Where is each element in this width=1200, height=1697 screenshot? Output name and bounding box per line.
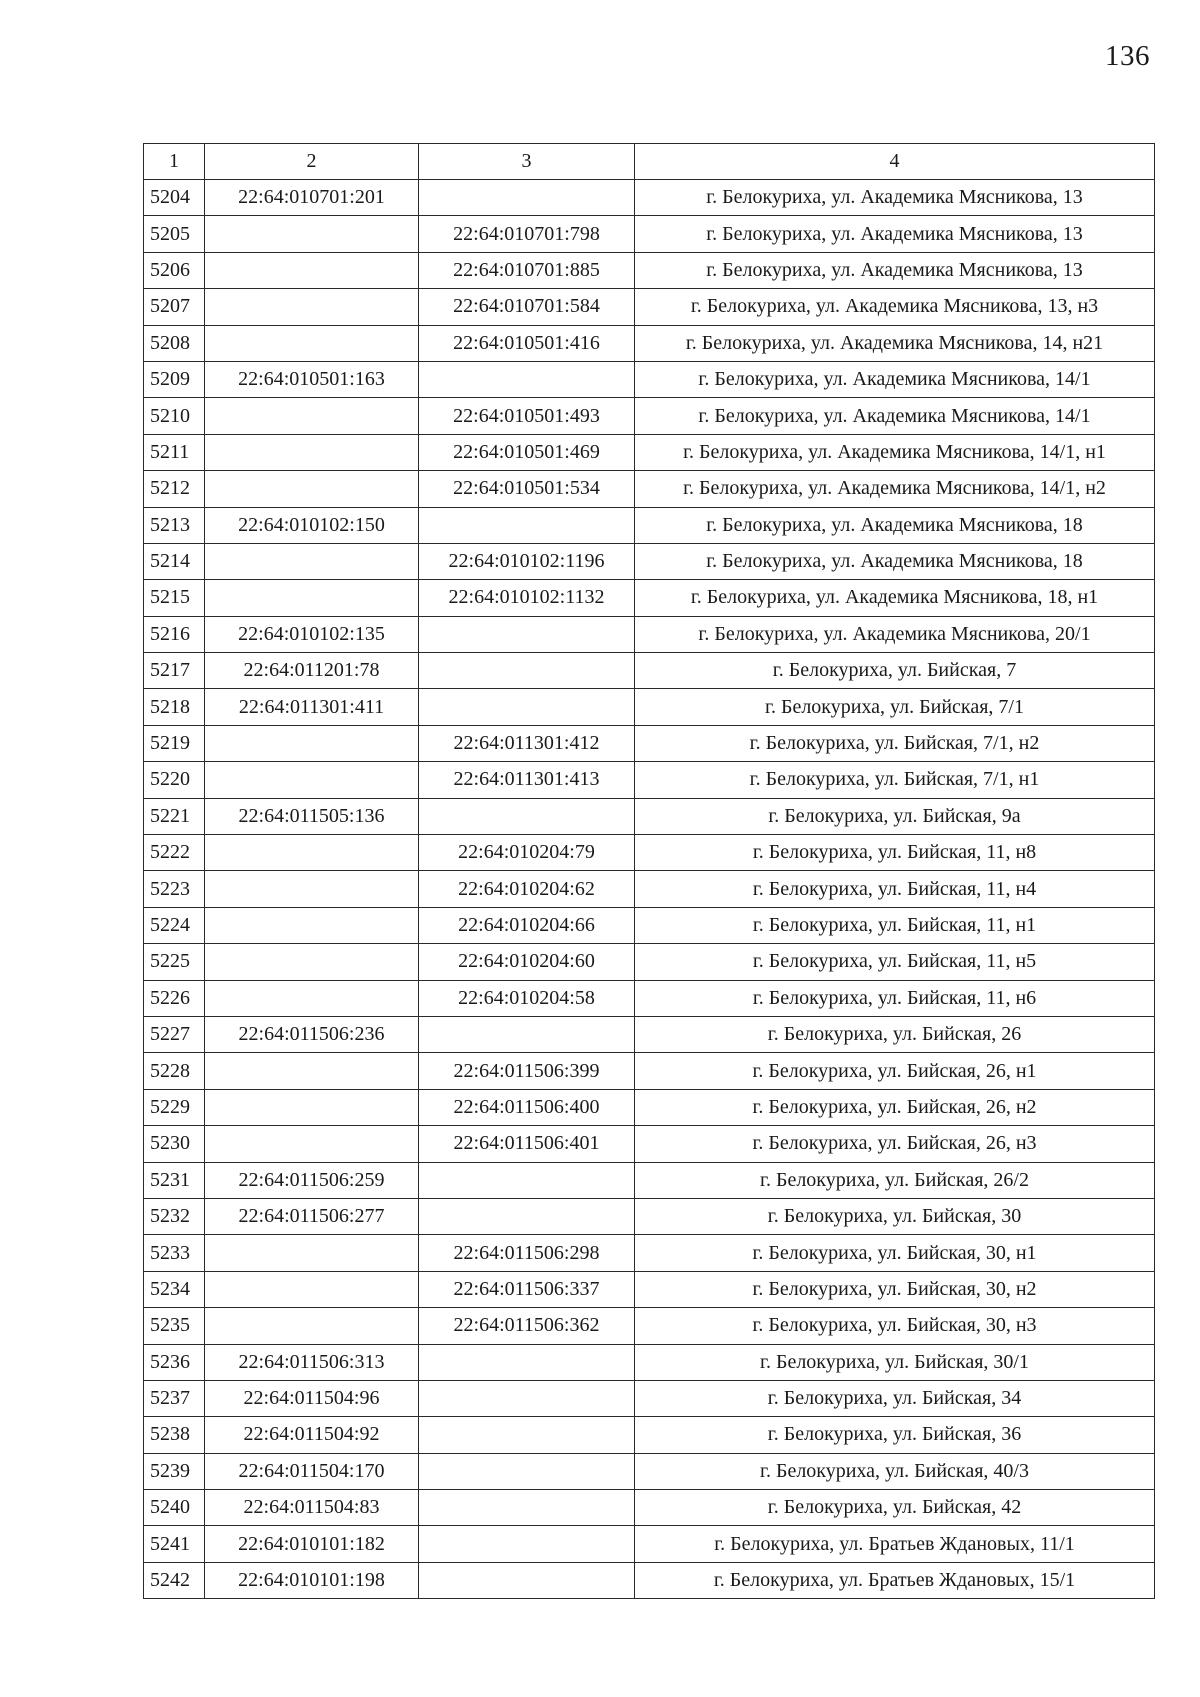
address-cell: г. Белокуриха, ул. Бийская, 11, н4 <box>635 871 1155 907</box>
table-row <box>144 1526 1155 1562</box>
sub-cadastral-number-cell: 22:64:010501:493 <box>419 398 635 434</box>
address-cell: г. Белокуриха, ул. Братьев Ждановых, 11/1 <box>635 1526 1155 1562</box>
sub-cadastral-number-cell: 22:64:010501:416 <box>419 325 635 361</box>
address-cell: г. Белокуриха, ул. Бийская, 26, н2 <box>635 1089 1155 1125</box>
sub-cadastral-number-cell: 22:64:011506:401 <box>419 1126 635 1162</box>
table-row <box>144 1344 1155 1380</box>
row-number-cell: 5229 <box>144 1089 205 1125</box>
row-number-cell: 5204 <box>144 180 205 216</box>
row-number-cell: 5236 <box>144 1344 205 1380</box>
table-row <box>144 1053 1155 1089</box>
row-number-cell: 5233 <box>144 1235 205 1271</box>
cadastral-number-cell <box>205 580 419 616</box>
table-row <box>144 1308 1155 1344</box>
table-row <box>144 1417 1155 1453</box>
sub-cadastral-number-cell <box>419 1417 635 1453</box>
table-row <box>144 980 1155 1016</box>
address-cell: г. Белокуриха, ул. Академика Мясникова, 18 <box>635 507 1155 543</box>
sub-cadastral-number-cell: 22:64:010501:469 <box>419 434 635 470</box>
sub-cadastral-number-cell <box>419 1490 635 1526</box>
sub-cadastral-number-cell <box>419 507 635 543</box>
address-cell: г. Белокуриха, ул. Бийская, 26/2 <box>635 1162 1155 1198</box>
row-number-cell: 5230 <box>144 1126 205 1162</box>
sub-cadastral-number-cell <box>419 1526 635 1562</box>
cadastral-number-cell <box>205 543 419 579</box>
address-cell: г. Белокуриха, ул. Бийская, 11, н6 <box>635 980 1155 1016</box>
cadastral-number-cell <box>205 871 419 907</box>
row-number-cell: 5219 <box>144 725 205 761</box>
cadastral-number-cell: 22:64:010501:163 <box>205 361 419 397</box>
table-row <box>144 398 1155 434</box>
row-number-cell: 5211 <box>144 434 205 470</box>
sub-cadastral-number-cell: 22:64:011506:399 <box>419 1053 635 1089</box>
cadastral-number-cell: 22:64:011505:136 <box>205 798 419 834</box>
sub-cadastral-number-cell <box>419 1453 635 1489</box>
address-cell: г. Белокуриха, ул. Бийская, 7 <box>635 653 1155 689</box>
address-cell: г. Белокуриха, ул. Бийская, 26 <box>635 1016 1155 1052</box>
column-header-1: 1 <box>144 144 205 180</box>
table-row <box>144 434 1155 470</box>
table-body <box>144 180 1155 1599</box>
table-row <box>144 871 1155 907</box>
cadastral-number-cell <box>205 762 419 798</box>
header-row <box>144 144 1155 180</box>
row-number-cell: 5238 <box>144 1417 205 1453</box>
row-number-cell: 5210 <box>144 398 205 434</box>
cadastral-number-cell <box>205 980 419 1016</box>
cadastral-number-cell: 22:64:011506:277 <box>205 1198 419 1234</box>
table-row <box>144 1198 1155 1234</box>
address-cell: г. Белокуриха, ул. Бийская, 9а <box>635 798 1155 834</box>
address-cell: г. Белокуриха, ул. Академика Мясникова, 14/1 <box>635 398 1155 434</box>
table-row <box>144 1126 1155 1162</box>
address-cell: г. Белокуриха, ул. Бийская, 30, н3 <box>635 1308 1155 1344</box>
address-cell: г. Белокуриха, ул. Бийская, 30, н1 <box>635 1235 1155 1271</box>
sub-cadastral-number-cell: 22:64:010204:79 <box>419 835 635 871</box>
sub-cadastral-number-cell <box>419 798 635 834</box>
row-number-cell: 5220 <box>144 762 205 798</box>
sub-cadastral-number-cell: 22:64:010102:1132 <box>419 580 635 616</box>
table-row <box>144 216 1155 252</box>
cadastral-number-cell: 22:64:011504:92 <box>205 1417 419 1453</box>
cadastral-number-cell <box>205 434 419 470</box>
cadastral-number-cell: 22:64:011506:236 <box>205 1016 419 1052</box>
cadastral-number-cell: 22:64:011504:170 <box>205 1453 419 1489</box>
table-row <box>144 725 1155 761</box>
sub-cadastral-number-cell: 22:64:010102:1196 <box>419 543 635 579</box>
sub-cadastral-number-cell: 22:64:011506:400 <box>419 1089 635 1125</box>
address-cell: г. Белокуриха, ул. Академика Мясникова, 13, н3 <box>635 289 1155 325</box>
cadastral-number-cell <box>205 944 419 980</box>
row-number-cell: 5225 <box>144 944 205 980</box>
table-row <box>144 1235 1155 1271</box>
cadastral-number-cell <box>205 398 419 434</box>
table-row <box>144 835 1155 871</box>
column-header-2: 2 <box>205 144 419 180</box>
table-row <box>144 798 1155 834</box>
cadastral-number-cell: 22:64:011504:83 <box>205 1490 419 1526</box>
address-cell: г. Белокуриха, ул. Бийская, 30, н2 <box>635 1271 1155 1307</box>
cadastral-number-cell: 22:64:010101:198 <box>205 1562 419 1598</box>
sub-cadastral-number-cell <box>419 1380 635 1416</box>
address-cell: г. Белокуриха, ул. Бийская, 42 <box>635 1490 1155 1526</box>
sub-cadastral-number-cell: 22:64:010701:885 <box>419 252 635 288</box>
table-row <box>144 944 1155 980</box>
row-number-cell: 5242 <box>144 1562 205 1598</box>
row-number-cell: 5206 <box>144 252 205 288</box>
page-number: 136 <box>1105 40 1150 72</box>
address-cell: г. Белокуриха, ул. Бийская, 40/3 <box>635 1453 1155 1489</box>
table-row <box>144 616 1155 652</box>
address-cell: г. Белокуриха, ул. Академика Мясникова, 14, н21 <box>635 325 1155 361</box>
table-row <box>144 543 1155 579</box>
cadastral-number-cell <box>205 471 419 507</box>
address-cell: г. Белокуриха, ул. Академика Мясникова, 20/1 <box>635 616 1155 652</box>
table-row <box>144 1380 1155 1416</box>
cadastral-number-cell <box>205 1089 419 1125</box>
address-cell: г. Белокуриха, ул. Академика Мясникова, 14/1, н2 <box>635 471 1155 507</box>
row-number-cell: 5215 <box>144 580 205 616</box>
sub-cadastral-number-cell <box>419 1198 635 1234</box>
sub-cadastral-number-cell: 22:64:010701:798 <box>419 216 635 252</box>
sub-cadastral-number-cell: 22:64:010701:584 <box>419 289 635 325</box>
sub-cadastral-number-cell: 22:64:010204:60 <box>419 944 635 980</box>
cadastral-number-cell: 22:64:010102:135 <box>205 616 419 652</box>
table-row <box>144 1162 1155 1198</box>
table-row <box>144 1089 1155 1125</box>
row-number-cell: 5221 <box>144 798 205 834</box>
table-row <box>144 252 1155 288</box>
row-number-cell: 5239 <box>144 1453 205 1489</box>
table-row <box>144 325 1155 361</box>
row-number-cell: 5222 <box>144 835 205 871</box>
table-row <box>144 653 1155 689</box>
address-cell: г. Белокуриха, ул. Академика Мясникова, 13 <box>635 216 1155 252</box>
row-number-cell: 5208 <box>144 325 205 361</box>
sub-cadastral-number-cell <box>419 689 635 725</box>
cadastral-number-cell <box>205 1235 419 1271</box>
cadastral-number-cell <box>205 325 419 361</box>
address-cell: г. Белокуриха, ул. Бийская, 11, н5 <box>635 944 1155 980</box>
table-row <box>144 689 1155 725</box>
row-number-cell: 5240 <box>144 1490 205 1526</box>
address-cell: г. Белокуриха, ул. Бийская, 26, н3 <box>635 1126 1155 1162</box>
row-number-cell: 5241 <box>144 1526 205 1562</box>
sub-cadastral-number-cell <box>419 1162 635 1198</box>
cadastral-number-cell <box>205 1053 419 1089</box>
table-row <box>144 1490 1155 1526</box>
table-row <box>144 762 1155 798</box>
address-cell: г. Белокуриха, ул. Бийская, 11, н8 <box>635 835 1155 871</box>
address-cell: г. Белокуриха, ул. Бийская, 30/1 <box>635 1344 1155 1380</box>
table-row <box>144 289 1155 325</box>
sub-cadastral-number-cell: 22:64:010204:62 <box>419 871 635 907</box>
cadastral-number-cell <box>205 289 419 325</box>
table-row <box>144 1453 1155 1489</box>
sub-cadastral-number-cell: 22:64:010501:534 <box>419 471 635 507</box>
address-cell: г. Белокуриха, ул. Академика Мясникова, 13 <box>635 252 1155 288</box>
sub-cadastral-number-cell <box>419 653 635 689</box>
row-number-cell: 5216 <box>144 616 205 652</box>
cadastral-number-cell <box>205 1271 419 1307</box>
cadastral-number-cell: 22:64:011201:78 <box>205 653 419 689</box>
table-row <box>144 907 1155 943</box>
sub-cadastral-number-cell <box>419 1344 635 1380</box>
address-cell: г. Белокуриха, ул. Академика Мясникова, 18 <box>635 543 1155 579</box>
cadastral-number-cell: 22:64:010101:182 <box>205 1526 419 1562</box>
sub-cadastral-number-cell: 22:64:011301:413 <box>419 762 635 798</box>
row-number-cell: 5223 <box>144 871 205 907</box>
row-number-cell: 5217 <box>144 653 205 689</box>
address-cell: г. Белокуриха, ул. Академика Мясникова, 14/1 <box>635 361 1155 397</box>
cadastral-number-cell <box>205 907 419 943</box>
address-cell: г. Белокуриха, ул. Академика Мясникова, 13 <box>635 180 1155 216</box>
row-number-cell: 5227 <box>144 1016 205 1052</box>
row-number-cell: 5218 <box>144 689 205 725</box>
column-header-3: 3 <box>419 144 635 180</box>
row-number-cell: 5224 <box>144 907 205 943</box>
row-number-cell: 5237 <box>144 1380 205 1416</box>
sub-cadastral-number-cell: 22:64:010204:58 <box>419 980 635 1016</box>
row-number-cell: 5234 <box>144 1271 205 1307</box>
cadastral-number-cell <box>205 835 419 871</box>
table-row <box>144 180 1155 216</box>
address-cell: г. Белокуриха, ул. Бийская, 30 <box>635 1198 1155 1234</box>
column-header-4: 4 <box>635 144 1155 180</box>
cadastral-number-cell: 22:64:011506:313 <box>205 1344 419 1380</box>
registry-table <box>143 143 1155 1599</box>
row-number-cell: 5212 <box>144 471 205 507</box>
address-cell: г. Белокуриха, ул. Академика Мясникова, 18, н1 <box>635 580 1155 616</box>
address-cell: г. Белокуриха, ул. Академика Мясникова, 14/1, н1 <box>635 434 1155 470</box>
sub-cadastral-number-cell: 22:64:011506:337 <box>419 1271 635 1307</box>
sub-cadastral-number-cell <box>419 616 635 652</box>
address-cell: г. Белокуриха, ул. Братьев Ждановых, 15/1 <box>635 1562 1155 1598</box>
sub-cadastral-number-cell <box>419 1562 635 1598</box>
address-cell: г. Белокуриха, ул. Бийская, 7/1, н2 <box>635 725 1155 761</box>
sub-cadastral-number-cell <box>419 361 635 397</box>
table-row <box>144 507 1155 543</box>
cadastral-number-cell <box>205 725 419 761</box>
sub-cadastral-number-cell: 22:64:011506:298 <box>419 1235 635 1271</box>
row-number-cell: 5235 <box>144 1308 205 1344</box>
address-cell: г. Белокуриха, ул. Бийская, 11, н1 <box>635 907 1155 943</box>
sub-cadastral-number-cell: 22:64:011506:362 <box>419 1308 635 1344</box>
cadastral-number-cell <box>205 216 419 252</box>
table-row <box>144 471 1155 507</box>
row-number-cell: 5209 <box>144 361 205 397</box>
row-number-cell: 5226 <box>144 980 205 1016</box>
table-row <box>144 361 1155 397</box>
sub-cadastral-number-cell: 22:64:010204:66 <box>419 907 635 943</box>
cadastral-number-cell: 22:64:011506:259 <box>205 1162 419 1198</box>
address-cell: г. Белокуриха, ул. Бийская, 7/1 <box>635 689 1155 725</box>
address-cell: г. Белокуриха, ул. Бийская, 36 <box>635 1417 1155 1453</box>
sub-cadastral-number-cell: 22:64:011301:412 <box>419 725 635 761</box>
cadastral-number-cell <box>205 1308 419 1344</box>
table-row <box>144 1271 1155 1307</box>
cadastral-number-cell: 22:64:011504:96 <box>205 1380 419 1416</box>
cadastral-number-cell <box>205 252 419 288</box>
sub-cadastral-number-cell <box>419 1016 635 1052</box>
row-number-cell: 5214 <box>144 543 205 579</box>
row-number-cell: 5207 <box>144 289 205 325</box>
row-number-cell: 5228 <box>144 1053 205 1089</box>
row-number-cell: 5205 <box>144 216 205 252</box>
address-cell: г. Белокуриха, ул. Бийская, 34 <box>635 1380 1155 1416</box>
address-cell: г. Белокуриха, ул. Бийская, 7/1, н1 <box>635 762 1155 798</box>
cadastral-number-cell <box>205 1126 419 1162</box>
cadastral-number-cell: 22:64:010102:150 <box>205 507 419 543</box>
table-row <box>144 1016 1155 1052</box>
table-row <box>144 1562 1155 1598</box>
cadastral-number-cell: 22:64:011301:411 <box>205 689 419 725</box>
sub-cadastral-number-cell <box>419 180 635 216</box>
row-number-cell: 5232 <box>144 1198 205 1234</box>
row-number-cell: 5213 <box>144 507 205 543</box>
table-row <box>144 580 1155 616</box>
row-number-cell: 5231 <box>144 1162 205 1198</box>
address-cell: г. Белокуриха, ул. Бийская, 26, н1 <box>635 1053 1155 1089</box>
cadastral-number-cell: 22:64:010701:201 <box>205 180 419 216</box>
